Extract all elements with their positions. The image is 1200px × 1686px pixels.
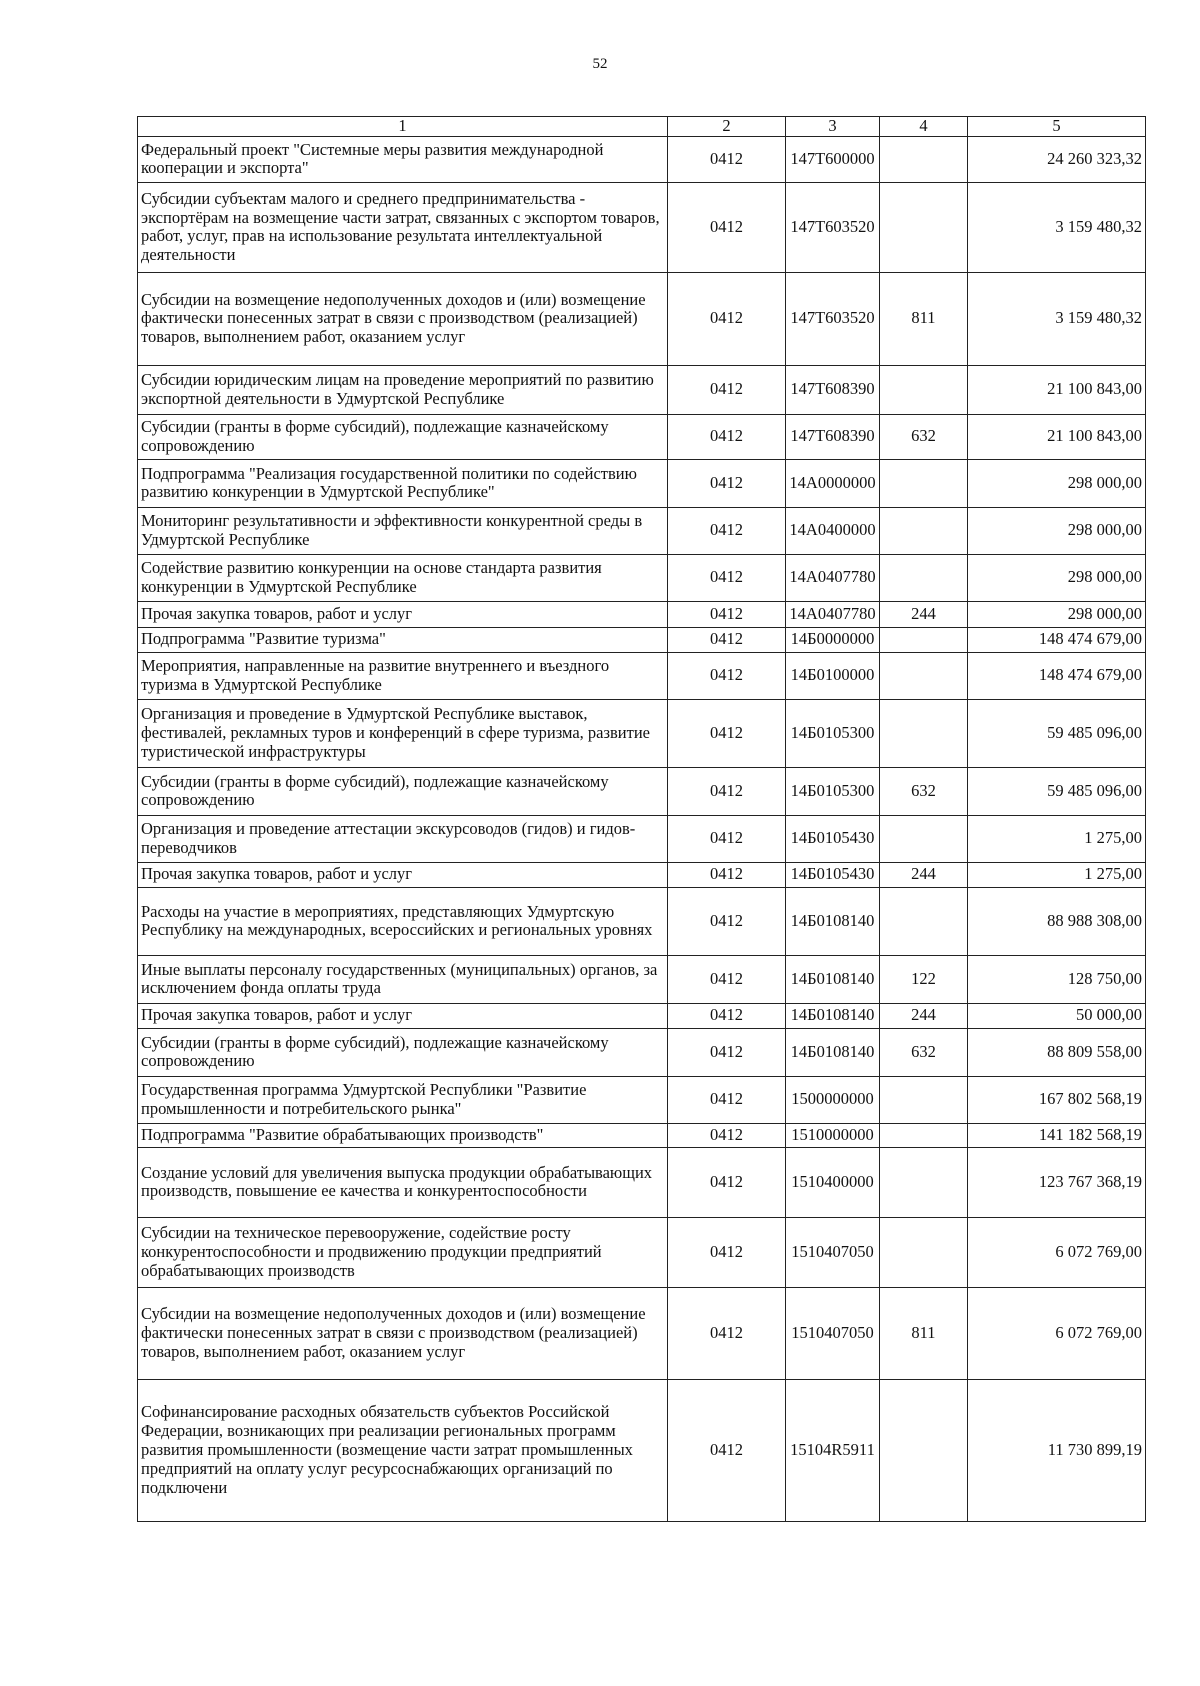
row-section-code: 0412 bbox=[668, 862, 786, 887]
table-row bbox=[138, 767, 1146, 815]
row-target-code: 14А0400000 bbox=[786, 507, 880, 554]
row-section-code: 0412 bbox=[668, 1217, 786, 1287]
row-amount: 6 072 769,00 bbox=[968, 1217, 1146, 1287]
row-amount: 3 159 480,32 bbox=[968, 182, 1146, 272]
row-target-code: 14Б0105300 bbox=[786, 767, 880, 815]
row-name: Мероприятия, направленные на развитие внутреннего и въездного туризма в Удмуртской Республике bbox=[138, 652, 668, 699]
table-row bbox=[138, 652, 1146, 699]
header-col-4: 4 bbox=[880, 117, 968, 137]
row-name: Организация и проведение в Удмуртской Республике выставок, фестивалей, рекламных туров и конференций в сфере туризма, развитие туристической инфраструктуры bbox=[138, 699, 668, 767]
row-expense-type: 632 bbox=[880, 767, 968, 815]
row-expense-type bbox=[880, 459, 968, 507]
row-amount: 88 809 558,00 bbox=[968, 1028, 1146, 1076]
table-row bbox=[138, 459, 1146, 507]
row-amount: 21 100 843,00 bbox=[968, 414, 1146, 459]
row-amount: 21 100 843,00 bbox=[968, 365, 1146, 414]
row-section-code: 0412 bbox=[668, 136, 786, 182]
budget-table bbox=[137, 116, 1146, 1522]
table-row bbox=[138, 1379, 1146, 1521]
row-expense-type bbox=[880, 1147, 968, 1217]
row-target-code: 147Т600000 bbox=[786, 136, 880, 182]
row-name: Субсидии (гранты в форме субсидий), подлежащие казначейскому сопровождению bbox=[138, 767, 668, 815]
row-section-code: 0412 bbox=[668, 272, 786, 365]
row-amount: 148 474 679,00 bbox=[968, 652, 1146, 699]
row-section-code: 0412 bbox=[668, 627, 786, 652]
header-col-1: 1 bbox=[138, 117, 668, 137]
table-row bbox=[138, 1123, 1146, 1147]
row-name: Субсидии юридическим лицам на проведение мероприятий по развитию экспортной деятельности в Удмуртской Республике bbox=[138, 365, 668, 414]
table-row bbox=[138, 1217, 1146, 1287]
row-target-code: 147Т603520 bbox=[786, 272, 880, 365]
row-name: Расходы на участие в мероприятиях, представляющих Удмуртскую Республику на международных, всероссийских и региональных уровнях bbox=[138, 887, 668, 955]
table-row bbox=[138, 554, 1146, 601]
row-target-code: 14Б0108140 bbox=[786, 1028, 880, 1076]
row-amount: 128 750,00 bbox=[968, 955, 1146, 1003]
row-target-code: 14А0000000 bbox=[786, 459, 880, 507]
table-body bbox=[138, 136, 1146, 1521]
row-section-code: 0412 bbox=[668, 507, 786, 554]
row-name: Мониторинг результативности и эффективности конкурентной среды в Удмуртской Республике bbox=[138, 507, 668, 554]
row-expense-type: 244 bbox=[880, 601, 968, 627]
row-target-code: 1510407050 bbox=[786, 1287, 880, 1379]
row-expense-type bbox=[880, 507, 968, 554]
header-row bbox=[138, 117, 1146, 137]
table-row bbox=[138, 815, 1146, 862]
row-section-code: 0412 bbox=[668, 887, 786, 955]
row-expense-type bbox=[880, 652, 968, 699]
row-name: Федеральный проект "Системные меры развития международной кооперации и экспорта" bbox=[138, 136, 668, 182]
row-expense-type bbox=[880, 365, 968, 414]
row-target-code: 14Б0105430 bbox=[786, 862, 880, 887]
row-name: Подпрограмма "Развитие туризма" bbox=[138, 627, 668, 652]
row-section-code: 0412 bbox=[668, 182, 786, 272]
row-amount: 148 474 679,00 bbox=[968, 627, 1146, 652]
row-section-code: 0412 bbox=[668, 365, 786, 414]
table-row bbox=[138, 507, 1146, 554]
row-name: Субсидии на техническое перевооружение, содействие росту конкурентоспособности и продвижению продукции предприятий обрабатывающих производств bbox=[138, 1217, 668, 1287]
row-amount: 123 767 368,19 bbox=[968, 1147, 1146, 1217]
row-name: Содействие развитию конкуренции на основе стандарта развития конкуренции в Удмуртской Республике bbox=[138, 554, 668, 601]
row-expense-type: 244 bbox=[880, 1003, 968, 1028]
row-section-code: 0412 bbox=[668, 1003, 786, 1028]
row-name: Подпрограмма "Реализация государственной политики по содействию развитию конкуренции в Удмуртской Республике" bbox=[138, 459, 668, 507]
row-name: Субсидии на возмещение недополученных доходов и (или) возмещение фактически понесенных затрат в связи с производством (реализацией) товаров, выполнением работ, оказанием услуг bbox=[138, 272, 668, 365]
table-row bbox=[138, 272, 1146, 365]
table-row bbox=[138, 627, 1146, 652]
row-amount: 298 000,00 bbox=[968, 459, 1146, 507]
row-expense-type bbox=[880, 699, 968, 767]
table-row bbox=[138, 1287, 1146, 1379]
row-section-code: 0412 bbox=[668, 1379, 786, 1521]
row-target-code: 14А0407780 bbox=[786, 554, 880, 601]
row-expense-type bbox=[880, 136, 968, 182]
row-expense-type: 632 bbox=[880, 1028, 968, 1076]
row-name: Субсидии (гранты в форме субсидий), подлежащие казначейскому сопровождению bbox=[138, 414, 668, 459]
row-expense-type: 244 bbox=[880, 862, 968, 887]
row-name: Субсидии (гранты в форме субсидий), подлежащие казначейскому сопровождению bbox=[138, 1028, 668, 1076]
row-amount: 59 485 096,00 bbox=[968, 699, 1146, 767]
row-name: Подпрограмма "Развитие обрабатывающих производств" bbox=[138, 1123, 668, 1147]
table-row bbox=[138, 1147, 1146, 1217]
row-target-code: 147Т608390 bbox=[786, 414, 880, 459]
row-expense-type bbox=[880, 182, 968, 272]
row-target-code: 14Б0100000 bbox=[786, 652, 880, 699]
row-name: Субсидии субъектам малого и среднего предпринимательства - экспортёрам на возмещение части затрат, связанных с экспортом товаров, работ, услуг, прав на использование результата интеллектуальной деятельности bbox=[138, 182, 668, 272]
header-col-5: 5 bbox=[968, 117, 1146, 137]
row-amount: 1 275,00 bbox=[968, 815, 1146, 862]
row-expense-type bbox=[880, 1123, 968, 1147]
row-amount: 3 159 480,32 bbox=[968, 272, 1146, 365]
row-expense-type bbox=[880, 554, 968, 601]
row-target-code: 1510407050 bbox=[786, 1217, 880, 1287]
row-expense-type: 632 bbox=[880, 414, 968, 459]
row-section-code: 0412 bbox=[668, 815, 786, 862]
row-name: Софинансирование расходных обязательств субъектов Российской Федерации, возникающих при реализации региональных программ развития промышленности (возмещение части затрат промышленных предприятий на оплату услуг ресурсоснабжающих организаций по подключени bbox=[138, 1379, 668, 1521]
row-target-code: 147Т608390 bbox=[786, 365, 880, 414]
table-row bbox=[138, 1028, 1146, 1076]
row-target-code: 14Б0108140 bbox=[786, 955, 880, 1003]
row-section-code: 0412 bbox=[668, 1076, 786, 1123]
row-target-code: 14Б0105430 bbox=[786, 815, 880, 862]
row-target-code: 1510400000 bbox=[786, 1147, 880, 1217]
row-section-code: 0412 bbox=[668, 1147, 786, 1217]
row-expense-type bbox=[880, 887, 968, 955]
table-row bbox=[138, 601, 1146, 627]
row-name: Иные выплаты персоналу государственных (муниципальных) органов, за исключением фонда оплаты труда bbox=[138, 955, 668, 1003]
row-target-code: 15104R5911 bbox=[786, 1379, 880, 1521]
row-name: Государственная программа Удмуртской Республики "Развитие промышленности и потребительского рынка" bbox=[138, 1076, 668, 1123]
row-expense-type: 122 bbox=[880, 955, 968, 1003]
row-amount: 298 000,00 bbox=[968, 507, 1146, 554]
row-target-code: 147Т603520 bbox=[786, 182, 880, 272]
table-row bbox=[138, 1076, 1146, 1123]
header-col-2: 2 bbox=[668, 117, 786, 137]
table-row bbox=[138, 699, 1146, 767]
row-amount: 298 000,00 bbox=[968, 554, 1146, 601]
row-name: Организация и проведение аттестации экскурсоводов (гидов) и гидов-переводчиков bbox=[138, 815, 668, 862]
row-amount: 167 802 568,19 bbox=[968, 1076, 1146, 1123]
row-target-code: 1500000000 bbox=[786, 1076, 880, 1123]
header-col-3: 3 bbox=[786, 117, 880, 137]
table-row bbox=[138, 365, 1146, 414]
row-expense-type bbox=[880, 1379, 968, 1521]
row-target-code: 14Б0000000 bbox=[786, 627, 880, 652]
row-section-code: 0412 bbox=[668, 554, 786, 601]
row-amount: 141 182 568,19 bbox=[968, 1123, 1146, 1147]
row-section-code: 0412 bbox=[668, 414, 786, 459]
row-expense-type bbox=[880, 1076, 968, 1123]
row-expense-type: 811 bbox=[880, 272, 968, 365]
row-amount: 298 000,00 bbox=[968, 601, 1146, 627]
table-row bbox=[138, 887, 1146, 955]
row-name: Создание условий для увеличения выпуска продукции обрабатывающих производств, повышение ее качества и конкурентоспособности bbox=[138, 1147, 668, 1217]
row-target-code: 14Б0108140 bbox=[786, 1003, 880, 1028]
row-section-code: 0412 bbox=[668, 652, 786, 699]
row-target-code: 1510000000 bbox=[786, 1123, 880, 1147]
row-name: Прочая закупка товаров, работ и услуг bbox=[138, 1003, 668, 1028]
row-section-code: 0412 bbox=[668, 1287, 786, 1379]
row-amount: 6 072 769,00 bbox=[968, 1287, 1146, 1379]
row-section-code: 0412 bbox=[668, 767, 786, 815]
table-row bbox=[138, 414, 1146, 459]
row-amount: 24 260 323,32 bbox=[968, 136, 1146, 182]
row-target-code: 14Б0108140 bbox=[786, 887, 880, 955]
row-name: Субсидии на возмещение недополученных доходов и (или) возмещение фактически понесенных затрат в связи с производством (реализацией) товаров, выполнением работ, оказанием услуг bbox=[138, 1287, 668, 1379]
row-amount: 1 275,00 bbox=[968, 862, 1146, 887]
table-row bbox=[138, 862, 1146, 887]
row-section-code: 0412 bbox=[668, 955, 786, 1003]
row-section-code: 0412 bbox=[668, 601, 786, 627]
row-section-code: 0412 bbox=[668, 459, 786, 507]
table-row bbox=[138, 182, 1146, 272]
row-amount: 59 485 096,00 bbox=[968, 767, 1146, 815]
row-section-code: 0412 bbox=[668, 699, 786, 767]
table-row bbox=[138, 136, 1146, 182]
row-target-code: 14Б0105300 bbox=[786, 699, 880, 767]
row-amount: 88 988 308,00 bbox=[968, 887, 1146, 955]
row-amount: 50 000,00 bbox=[968, 1003, 1146, 1028]
row-target-code: 14А0407780 bbox=[786, 601, 880, 627]
row-expense-type: 811 bbox=[880, 1287, 968, 1379]
table-row bbox=[138, 955, 1146, 1003]
page-number: 52 bbox=[592, 56, 608, 72]
row-expense-type bbox=[880, 1217, 968, 1287]
row-expense-type bbox=[880, 627, 968, 652]
row-name: Прочая закупка товаров, работ и услуг bbox=[138, 862, 668, 887]
row-section-code: 0412 bbox=[668, 1028, 786, 1076]
row-name: Прочая закупка товаров, работ и услуг bbox=[138, 601, 668, 627]
row-amount: 11 730 899,19 bbox=[968, 1379, 1146, 1521]
row-expense-type bbox=[880, 815, 968, 862]
row-section-code: 0412 bbox=[668, 1123, 786, 1147]
table-row bbox=[138, 1003, 1146, 1028]
